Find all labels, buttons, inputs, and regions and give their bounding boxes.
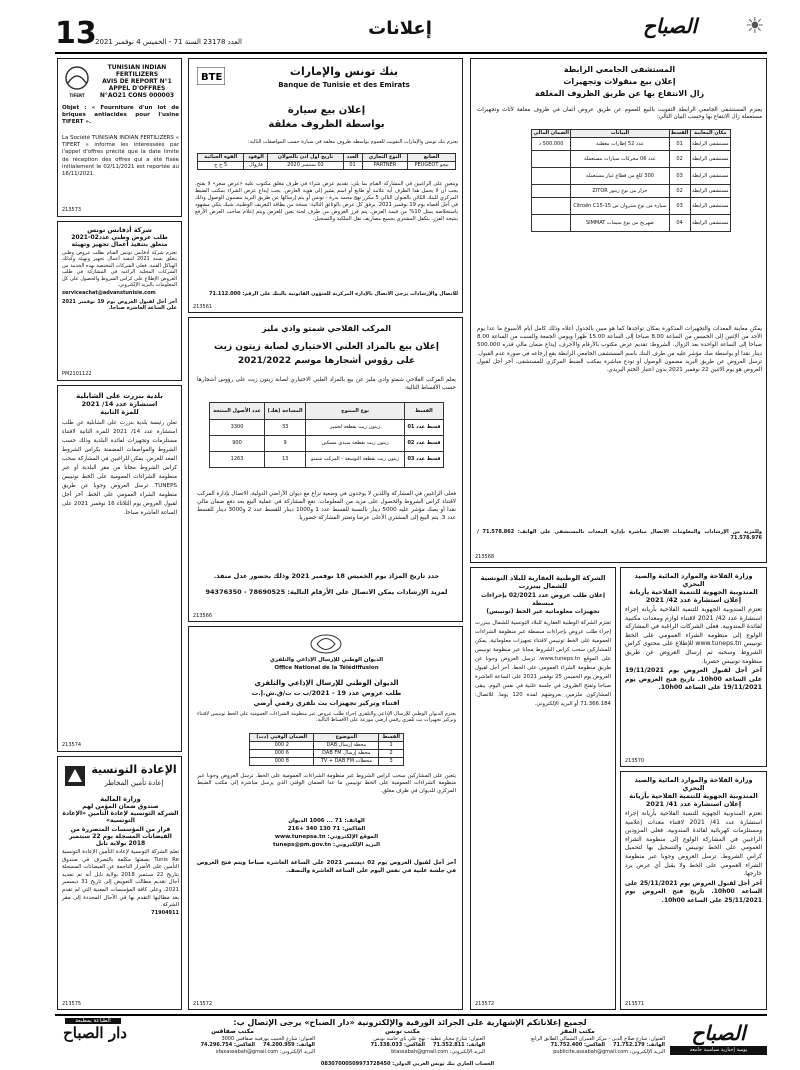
hospital-td: مستشفى الرابطة [690,168,730,185]
ont-td: 6 000 [250,750,314,758]
olive-phones-line: لمزيد الإرشادات يمكن الاتصال على الأرقام التالية: 78690525 - 94376350 [205,588,448,596]
hospital-td: 03 [669,168,690,185]
bank-th: النوع التجاري [362,154,408,162]
ont-body: يتعين على المشاركين سحب كراس الشروط عبر منظومة الشراءات العمومية على الخط. ترسل العروض وجوبا عبر منظومة الشراءات العمومية على الخط تونيبس ما عدا الضمان الوقتي الذي يرسل مباشرة إلى مكتب الضبط المركزي للديوان في ظرف مغلق. [197,773,456,794]
hospital-td: مستشفى الرابطة [690,151,730,168]
municipality-subtitle-2: للمرة الثانية [100,408,139,416]
footer-account: الحساب الجاري بنك تونس العربي الدولي: 08307000509973728450 [320,1061,495,1067]
office-sfax-line: العنوان: شارع الحبيب بورقيبة صفاقس 3000 [221,1035,315,1042]
tifert-title-1: TUNISIAN INDIAN [107,64,167,71]
office-tunis-email[interactable]: البريد الإلكتروني: btassabah@gmail.com [391,1048,485,1055]
insurance-ad [57,756,182,1010]
realestate-ad [470,567,616,1010]
masthead-deco-icon: ☀ [745,14,765,39]
ont-td: محطات TV + DAB FM [314,758,379,766]
agri2-body: تعتزم المندوبية الجهوية للتنمية الفلاحية بأريانة إجراء استشارة عدد 41/ 2021 لاقتناء معدات إعلامية ومستلزمات كهربائية لفائدة المندوبية. فعلى المزودين الراغبين في المشاركة الولوج إلى منظومة الشراء العمومي على الخط تونيبس والتسجيل بها لتحميل كراس الشروط. ترسل العروض وجوبا عبر منظومة الشراء العمومي على الخط ولا يقبل أي عرض يرد خارجها. [625,810,762,878]
bank-logo-ar: بنك تونس والإمارات [289,65,399,78]
tifert-body: La Société TUNISIAN INDIAN FERTILIZERS « TIFERT » informe les intéressées par l'appel d'offres précité que la date limite de réception des offres qui a été fixée initialement le 02/11/2021 est reportée au 16/11/2021. [62,135,179,178]
tifert-logo [62,65,92,98]
advans-body: تعتزم شركة أدفانس تونس القيام بطلب عروض وطني يتعلق بسنة 2021 لتنفيذ أعمال تجهيز وتهيئة وكذلك الهياكل الفنية. فعلى الشركات المختصة بهذه الخدمة من الشركات المحلية الراغبة في المشاركة في طلب العروض الإطلاع على كراس الشروط والحصول على كل المعلومات بالبريد الإلكتروني. [62,250,177,289]
hospital-td [532,198,571,215]
table-row [210,420,444,436]
bank-contact: للاتصال والإرشادات يرجى الاتصال بالإدارة المركزية للشؤون القانونية بالبنك على الرقم: 71.112.000 [208,291,458,297]
masthead-rule [55,52,767,54]
olive-ref: 213566 [193,613,213,619]
office-hq-phone: الهاتف: 71.752.179 [613,1042,665,1048]
office-hq-line: العنوان: شارع صلاح الدين - مركز العمران الشمالي الطابق الرابع [531,1035,665,1042]
footer-printer-name: دار الصباح [63,1024,127,1042]
hospital-ad [470,58,767,563]
office-sfax-fax: الفاكس: 74.296.754 [200,1042,256,1048]
masthead-logo: الصباح [642,14,698,38]
bank-ref: 213561 [193,304,213,310]
olive-body: فعلى الراغبين في المشاركة واللذين لا يوجدون في وضعية نزاع مع ديوان الأراضي الدولية، الاتصال بإدارة المركب لاقتناء كراس الشروط والحصول على مزيد من المعلومات. تقع المشاركة في عملية البيع بعد دفع ضمان مالي نقدا أو بصك مؤشر عليه 5000 دينار بالنسبة للقسط عدد 1 و1000 دينار للقسط عدد 2 و3000 دينار للقسط عدد 3. يتم البيع إلى المشتري الأعلى عرضا وتعتبر المشاركة حضوريا. [197,491,456,521]
office-hq-fax: الفاكس: 71.752.400 [550,1042,606,1048]
olive-subtitle: على رؤوس أشجارها موسم 2021/2022 [237,356,416,366]
bank-td: PARTNER [362,162,408,170]
tifert-object: Objet : « Fourniture d'un lot de briques antiacides pour l'usine TIFERT ». [62,105,179,125]
office-tunis-fax: الفاكس: 71.338.033 [370,1042,426,1048]
municipality-body: تعلن رئيسة بلدية بنزرت على الشابلية عن طلب استشارة عدد 14/ 2021 للمرة الثانية لاقتناء مستلزمات وتجهيزات لفائدة البلدية وذلك حسب الشروط والمواصفات المضمنة بكراس الشروط المعد للغرض. يمكن للراغبين في المشاركة سحب كراس الشروط مجانا من مقر البلدية أو عبر منظومة الشراءات العمومية على الخط تونيبس TUNEPS. ترسل العروض وجوبا عن طريق منظومة الشراء العمومي على الخط. آخر أجل لقبول العروض يوم الثلاثاء 16 نوفمبر 2021 على الساعة العاشرة صباحا. [62,420,177,516]
ont-deadline: آخر أجل لقبول العروض يوم 02 ديسمبر 2021 على الساعة العاشرة صباحا ويتم فتح العروض في جلسة علنية في نفس اليوم على الساعة العاشرة والنصف. [197,860,457,874]
ont-contact-3[interactable]: الموقع الإلكتروني: www.tunepsa.tn [274,834,379,840]
olive-td: زيتون زيت بقطعة التوسعة - المركب شمتو [306,452,405,468]
bank-logo-fr: Banque de Tunisie et des Emirats [278,81,410,89]
agri1-deadline: آخر أجل لقبول العروض يوم 19/11/2021 على الساعة 10h00. تاريخ فتح العروض يوم 19/11/2021 على الساعة 10h00. [625,667,762,692]
olive-td: 900 [210,436,265,452]
bank-th: الوقود [244,154,268,162]
hospital-td: 01 [669,138,690,151]
footer-banner: لجميع إعلاناتكم الإشهارية على الجرائد الورقية والإلكترونية «دار الصباح» يرجى الإتصال ب: [233,1018,587,1027]
office-hq-email[interactable]: البريد الإلكتروني: publicite.assabah@gmail.com [553,1048,665,1055]
ont-td: محطة إرسال DAB [314,742,379,750]
hospital-intro: يعتزم المستشفى الجامعي الرابطة التفويت بالبيع للعموم عن طريق عروض أثمان في ظروف مغلقة لأثاث وتجهيزات مستعملة زال الانتفاع بها وحسب البيان التالي: [477,107,762,121]
bank-table [197,153,456,170]
hospital-td [532,168,571,185]
olive-td: قسط عدد 02 [404,436,443,452]
ont-ad [188,626,463,1010]
tifert-ad [57,58,182,217]
olive-th: نوع المنتوج [306,403,405,420]
hospital-td [532,151,571,168]
ont-table [249,733,404,766]
office-sfax [150,1029,315,1055]
hospital-th: البيانات [571,130,669,138]
table-row [532,151,731,168]
hospital-td: 04 [669,215,690,232]
hospital-title: المستشفى الجامعي الرابطة [563,65,676,74]
page-number: 13 [55,16,97,51]
hospital-td: عدد 06 محركات سيارات مستعملة [571,151,669,168]
olive-td: زيتون زيت بقطعة لخمير [306,420,405,436]
realestate-ref: 213572 [475,1001,495,1007]
bank-th: العدد [343,154,362,162]
olive-td: 1263 [210,452,265,468]
office-hq-title: مكتب المقر [560,1028,595,1035]
hospital-subtitle: إعلان بيع منقولات وتجهيزات [563,77,676,86]
footer-logo [670,1020,767,1066]
olive-title: إعلان بيع بالمزاد العلني الاختياري لصابة زيتون زيت [214,342,439,352]
insurance-title: وزارة المالية [100,795,141,803]
footer [55,1014,767,1068]
hospital-th: القسط [670,130,689,136]
hospital-td [532,185,571,198]
tifert-title-3: AVIS DE REPORT N°1 [102,78,172,85]
agri2-header-2: المندوبية الجهوية للتنمية الفلاحية بأريانة [629,792,758,800]
ont-contact-4[interactable]: البريد الإلكتروني: tuneps@pm.gov.tn [272,842,380,848]
bank-td: قازوال [244,162,268,170]
insurance-subtitle-2: الشركة التونسية لإعادة التأمين «الإعادة التونسية» [62,810,179,824]
olive-td: 3300 [210,420,265,436]
bank-table-header [198,154,456,162]
advans-title: طلب عروض وطني عدد02-2021 [71,234,168,241]
olive-th: القسط [404,403,443,420]
insurance-logo-icon [64,765,86,787]
table-row [532,198,731,215]
olive-date-line: حدد تاريخ المزاد يوم الخميس 18 نوفمبر 2021 وذلك بحضور عدل منفذ. [213,572,440,580]
svg-text:BTE: BTE [201,72,223,83]
ont-subtitle-2: اقتناء وتركيز تجهيزات بث تلفزي رقمي أرضي [253,699,400,707]
hospital-td: سيارة من نوع ستروان س Citroën C15-15 [571,198,669,215]
ont-contact-1: الهاتف: 71 ... 1006 الديوان [288,818,365,824]
hospital-td: مستشفى الرابطة [690,215,730,232]
office-sfax-phone: الهاتف: 74.200.959 [263,1042,315,1048]
hospital-subtitle-2: زال الانتفاع بها عن طريق الظروف المغلقة [534,89,705,98]
insurance-subtitle: صندوق ضمان المؤمن لهم [82,803,159,810]
ont-logo-fr: Office National de la Télédiffusion [274,665,379,671]
bank-td: 01 [343,162,362,170]
office-sfax-title: مكتب صفاقس [211,1028,254,1035]
office-hq [490,1029,665,1055]
realestate-body: تعتزم الشركة الوطنية العقارية للبلاد التونسية للشمال ببنزرت إجراء طلب عروض بإجراءات مبسطة عبر منظومة الشراءات العمومية على الخط تونيبس لاقتناء تجهيزات معلوماتية. يمكن للمشاركين سحب كراس الشروط مجانا عبر منظومة تونيبس على الموقع www.tuneps.tn. ترسل العروض وجوبا عن طريق منظومة الشراء العمومي على الخط. آخر أجل لقبول العروض يوم الخميس 25 نوفمبر 2021 على الساعة العاشرة صباحا وتفتح الظروف في جلسة علنية في نفس اليوم. يبقى المشاركون ملزمين بعروضهم لمدة 120 يوما. للاتصال: 71.366.184 أو البريد الإلكتروني. [475,620,612,707]
olive-header: المركب الفلاحي شمتو وادي مليز [262,324,391,333]
ont-title: الديوان الوطني للإرسال الإذاعي والتلفزي [254,679,399,687]
hospital-td: جرار من نوع زيتور ZITOR [571,185,669,198]
advans-subtitle: متعلق بتنفيذ أعمال تجهيز وتهيئة [71,241,168,248]
olive-td: 9 [265,436,306,452]
tifert-title-2: FERTILIZERS [115,71,159,78]
ont-subtitle: طلب عروض عدد 19 - 2021/ب ت ت/ق.ش.إ.ت [251,689,402,697]
ont-th: الضمان الوقتي (دت) [250,734,314,742]
municipality-subtitle-1: استشارة عدد 14/ 2021 [81,400,158,408]
tifert-ref: 213573 [62,207,82,213]
hospital-td: مستشفى الرابطة [690,185,730,198]
ont-logo-ar: الديوان الوطني للإرسال الإذاعي والتلفزي [269,657,384,663]
table-row [250,742,404,750]
table-row [532,138,731,151]
table-row [198,162,456,170]
ont-table-header [250,734,404,742]
olive-table-header [210,403,444,420]
footer-printer-label: الطباعة بمطبعة [65,1018,121,1024]
ont-contact-2: الفاكس: 71 130 340 +216 [287,826,366,832]
office-tunis-line: العنوان: شارع مختار عطية - نهج علي باي حامبة تونس [373,1035,485,1042]
realestate-subtitle-2: تجهيزات معلوماتية عبر الخط (تونيبس) [486,608,600,615]
ont-td: 3 [379,758,404,766]
advans-company: شركة أدفانس تونس [87,226,152,234]
olive-intro: يعلم المركب الفلاحي شمتو وادي مليز عن بيع بالمزاد العلني الاختياري لصابة زيتون زيت على رؤوس أشجارها حسب الأقساط التالية: [197,377,456,391]
table-row [532,185,731,198]
bank-ad [188,58,463,313]
hospital-ref: 213568 [475,554,495,560]
office-tunis-title: مكتب تونس [385,1028,420,1035]
issue-line: العدد 23178 السنة 71 - الخميس 4 نوفمبر 2021 [95,38,242,46]
bank-subtitle: بواسطة الظروف مغلقة [268,119,385,130]
ont-ref: 213572 [193,1001,213,1007]
bank-td: بيجو PEUGEOT [408,162,456,170]
agri2-deadline: آخر أجل لقبول العروض يوم 25/11/2021 على الساعة 10h00. تاريخ فتح العروض يوم 25/11/2021 على الساعة 10h00. [625,879,762,904]
hospital-td: 03 [669,198,690,215]
agri1-ref: 213570 [625,758,645,764]
municipality-title: بلدية بنزرت على الشابلية [76,392,163,400]
realestate-subtitle: إعلان طلب عروض عدد 02/2021 بإجراءات مبسطة [480,592,606,607]
olive-td: قسط عدد 03 [404,452,443,468]
olive-th: عدد الأصول المنتجة [210,403,265,420]
bank-th: تاريخ أول أذن بالجولان [268,154,343,162]
hospital-td: 500.000 د [532,138,571,151]
hospital-th: الضمان المالي [533,130,569,136]
agri2-header-3: إعلان استشارة عدد 41/ 2021 [645,800,742,808]
ont-td: 2 [379,750,404,758]
olive-table [209,402,444,468]
office-tunis [320,1029,485,1055]
bank-td: 02 سبتمبر 2020 [268,162,343,170]
agri1-header-1: وزارة الفلاحة والموارد المائية والصيد البحري [634,572,753,588]
footer-logo-sub: يومية إخبارية سياسية جامعة [670,1046,767,1055]
table-row [210,436,444,452]
agri1-header-3: إعلان استشارة عدد 42/ 2021 [645,596,742,604]
ont-td: 8 000 [250,758,314,766]
ont-logo-icon [309,633,343,655]
table-row [532,215,731,232]
table-row [532,168,731,185]
insurance-heading: قرار من المؤسسات المتضررة من الفيضانات المسجلة يوم 22 سبتمبر 2018 بولاية نابل [69,826,172,847]
olive-td: زيتون زيت بقطعة سيدي مسكين [306,436,405,452]
insurance-phone: 71904911 [151,909,179,916]
hospital-td: عدد 52 إطارات معطبة [571,138,669,151]
ont-td: 1 [379,742,404,750]
advans-deadline: آخر أجل لقبول العروض يوم 19 نوفمبر 2021 على الساعة العاشرة صباحا. [62,298,177,312]
municipality-ad [57,385,182,752]
table-row [250,750,404,758]
advans-ad [57,221,182,381]
section-title: إعلانات [368,18,432,39]
realestate-title: الشركة الوطنية العقارية للبلاد التونسية للشمال ببنزرت [480,574,606,590]
hospital-table-header [532,130,731,138]
hospital-td: 300 كلغ من قطاع غيار مستعملة [571,168,669,185]
hospital-td: صهريج من نوع سيمات SIMMAT [571,215,669,232]
agri1-header-2: المندوبية الجهوية للتنمية الفلاحية بأريانة [629,588,758,596]
insurance-body: تعلم الشركة التونسية لإعادة التأمين الإعادة التونسية Tunis Re بصفتها مكلفة بالتصرف في صندوق التأمين على الأضرار الناجمة عن الفيضانات المسجلة بتاريخ 22 سبتمبر 2018 بولاية نابل أنه تم تمديد آجال تقديم مطالب التعويض إلى تاريخ 31 ديسمبر 2021. وعلى كافة المؤسسات المعنية التي لم تقدم بعد مطالبها التقدم بها في الآجال المحددة إلى مقر الشركة. [62,849,179,909]
ont-intro: يعتزم الديوان الوطني للإرسال الإذاعي والتلفزي إجراء طلب عروض عبر منظومة الشراءات العمومية على الخط تونيبس لاقتناء وتركيز تجهيزات بث تلفزي رقمي أرضي موزعة على الأقساط التالية: [197,711,456,724]
agri2-ref: 213571 [625,1001,645,1007]
insurance-logo-line-1: الإعادة التونسية [91,763,177,776]
bank-th: الصانع [408,154,456,162]
hospital-td: مستشفى الرابطة [690,198,730,215]
hospital-body: يمكن معاينة المعدات والتجهيزات المذكورة بمكان تواجدها كما هو مبين بالجدول أعلاه وذلك كامل أيام الأسبوع ما عدا يوم الأحد من الإثنين إلى الخميس من الساعة 8.00 صباحا إلى الساعة 15.00 ظهرا ويومي الجمعة والسبت من الساعة 8.00 صباحا إلى الساعة الواحدة بعد الزوال. الشروط: تقديم عرض مكتوب بالأرقام والأحرف، إيداع ضمان مالي قدره 500.000 دينار نقدا أو بواسطة صك مؤشر عليه من طرف البنك باسم المستشفى الجامعي الرابطة يقع إرجاعه في صورة عدم القبول. ترسل العروض عن طريق البريد مضمون الوصول أو تودع مباشرة بمكتب الضبط المركزي للمستشفى. آخر أجل لقبول العروض هو يوم الاثنين 22 نوفمبر 2021 بدون اعتبار الختم البريدي. [477,326,762,374]
bank-intro: يعتزم بنك تونس والإمارات التفويت للعموم بواسطة ظروف مغلقة في سيارة حسب المواصفات التالية: [247,139,458,145]
olive-td: قسط عدد 01 [404,420,443,436]
olive-ad [188,317,463,622]
olive-th: المساحة (هك) [265,403,306,420]
tifert-title-5: N°AO21 CONS 000003 [99,92,175,99]
insurance-logo-line-2: إعادة تأمين المخاطر [104,779,164,787]
hospital-contact: وللمزيد من الإرشادات والمعلومات الاتصال مباشرة بإدارة المعدات بالمستشفى على الهاتف: 71.578.862 / 71.578.976 [477,529,762,542]
ont-td: 2 000 [250,742,314,750]
office-tunis-phone: الهاتف: 71.352.811 [433,1042,485,1048]
hospital-td: مستشفى الرابطة [690,138,730,151]
footer-logo-text: الصباح [691,1021,746,1045]
bank-td: 5 خ ج [198,162,244,170]
hospital-table [531,129,731,232]
agri-ad-1 [620,567,767,767]
tifert-title-4: APPEL D'OFFRES [108,85,166,92]
ont-th: الموضوع [314,734,379,742]
bank-logo-icon [197,67,225,85]
olive-td: 33 [265,420,306,436]
tifert-logo-text: TIFERT [69,93,85,98]
table-row [250,758,404,766]
table-row [210,452,444,468]
municipality-ref: 213574 [62,742,82,748]
agri2-header-1: وزارة الفلاحة والموارد المائية والصيد البحري [634,776,753,792]
hospital-td [532,215,571,232]
hospital-td: 02 [669,185,690,198]
hospital-td: 02 [669,151,690,168]
bank-body: ويتعين على الراغبين في المشاركة القيام بما يلي: تقديم عرض شراء في ظرف مغلق مكتوب عليه «عرض سعر» لا يفتح. يجب أن لا يحمل هذا الظرف أية علامة أو طابع أو اسم يشير إلى هوية العارض. يجب إيداع عرض الشراء بمكتب الضبط المركزي للبنك الكائن بالعنوان التالي 5 مكرر نهج محمد بدرة - تونس أو يتم إرسالها عن طريق البريد مضمون الوصول وذلك في أجل أقصاه يوم 19 نوفمبر 2021. يرفق كل عرض بالوثائق التالية: نسخة من بطاقة التعريف الوطنية، شيك بنكي مشهود باستخلاصه يمثل 10% من قيمة العرض. يتم فرز العروض من طرف لجنة تعين للغرض ويتم إعلام صاحب العرض الأرفع بنتيجة الفرز. يتكفل المشتري بجميع مصاريف نقل الملكية والتسجيل. [195,181,459,222]
ont-th: القسط [379,734,404,742]
advans-ref: PM2101122 [62,371,92,377]
office-sfax-email[interactable]: البريد الإلكتروني: sfaxassabah@gmail.com [215,1048,315,1055]
footer-printer-logo [55,1018,135,1066]
olive-td: 13 [265,452,306,468]
agri1-body: تعتزم المندوبية الجهوية للتنمية الفلاحية بأريانة إجراء استشارة عدد 42/ 2021 لاقتناء لوازم ومعدات مكتبية لفائدة المندوبية. فعلى الشركات الراغبة في المشاركة الولوج إلى منظومة الشراء العمومي على الخط تونيبس www.tuneps.tn للإطلاع على محتوى كراس الشروط وسحبه ثم إرسال العروض عن طريق منظومة تونيبس حصريا. [625,606,763,665]
agri-ad-2 [620,771,767,1010]
advans-email: serviceachat@advanstunisie.com [62,290,156,297]
ont-td: محطة إرسال DAB FM [314,750,379,758]
hospital-th: مكان المعاينة [690,130,730,138]
insurance-ref: 213575 [62,1001,82,1007]
bank-th: القوة الجبائية [198,154,244,162]
bank-title: إعلان بيع سيارة [287,105,366,116]
